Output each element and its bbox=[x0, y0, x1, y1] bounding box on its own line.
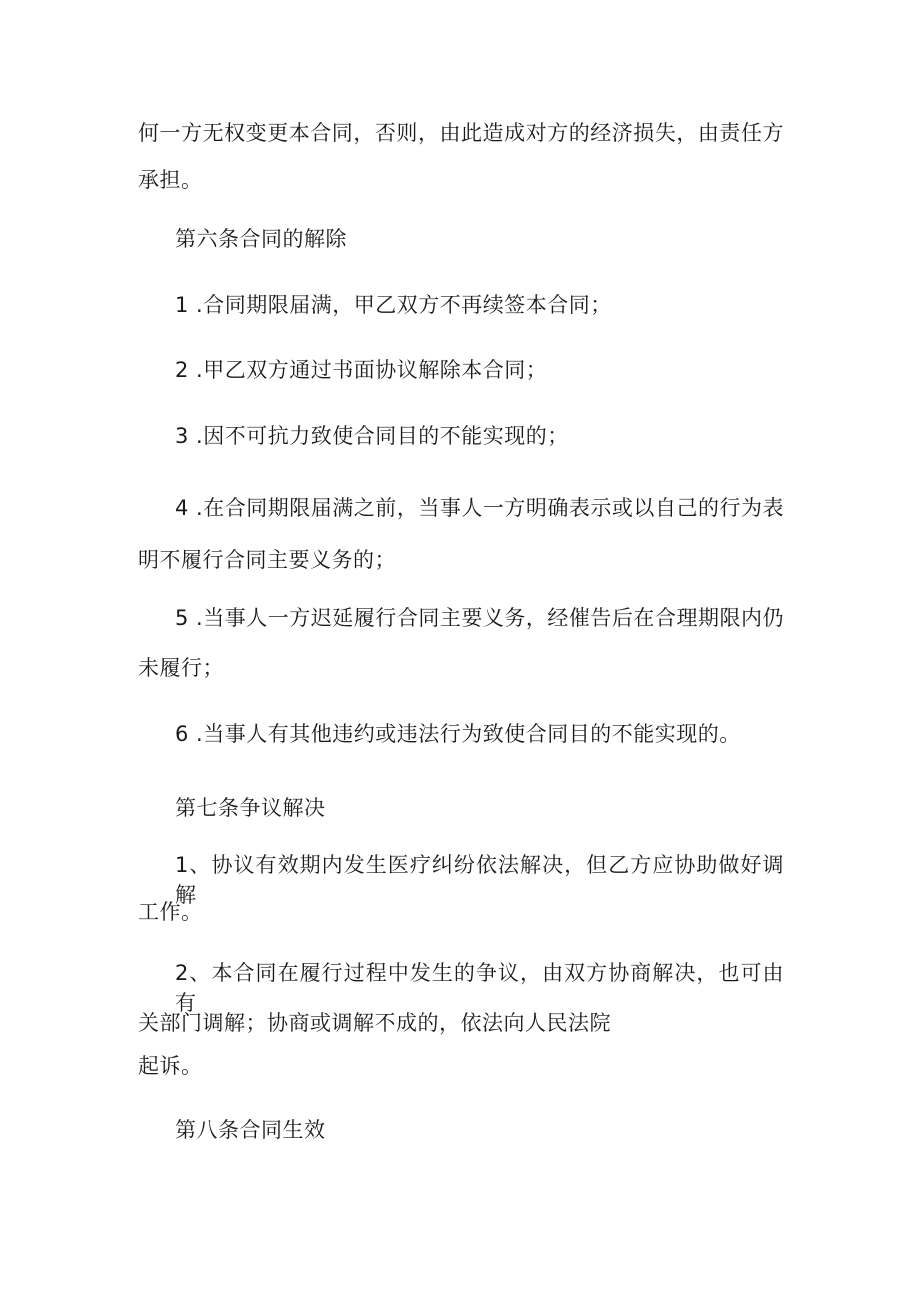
paragraph-line: 起诉。 bbox=[138, 1054, 203, 1078]
section-heading: 第八条合同生效 bbox=[175, 1118, 326, 1142]
paragraph-line: 未履行； bbox=[138, 656, 224, 680]
list-item: 2 .甲乙双方通过书面协议解除本合同； bbox=[175, 358, 548, 382]
paragraph-line: 何一方无权变更本合同，否则，由此造成对方的经济损失，由责任方 bbox=[138, 121, 784, 145]
list-item: 3 .因不可抗力致使合同目的不能实现的； bbox=[175, 424, 569, 448]
paragraph-line: 承担。 bbox=[138, 168, 203, 192]
section-heading: 第六条合同的解除 bbox=[175, 227, 347, 251]
paragraph-line: 关部门调解；协商或调解不成的，依法向人民法院 bbox=[138, 1011, 611, 1035]
list-item: 6 .当事人有其他违约或违法行为致使合同目的不能实现的。 bbox=[175, 722, 741, 746]
paragraph-line: 工作。 bbox=[138, 900, 203, 924]
list-item: 4 .在合同期限届满之前，当事人一方明确表示或以自己的行为表 bbox=[175, 496, 784, 520]
paragraph-line: 明不履行合同主要义务的； bbox=[138, 548, 396, 572]
list-item: 1 .合同期限届满，甲乙双方不再续签本合同； bbox=[175, 293, 612, 317]
list-item: 5 .当事人一方迟延履行合同主要义务，经催告后在合理期限内仍 bbox=[175, 606, 784, 630]
section-heading: 第七条争议解决 bbox=[175, 796, 326, 820]
list-item: 2、本合同在履行过程中发生的争议，由双方协商解决，也可由有 bbox=[175, 961, 784, 1015]
list-item: 1、协议有效期内发生医疗纠纷依法解决，但乙方应协助做好调解 bbox=[175, 853, 784, 907]
